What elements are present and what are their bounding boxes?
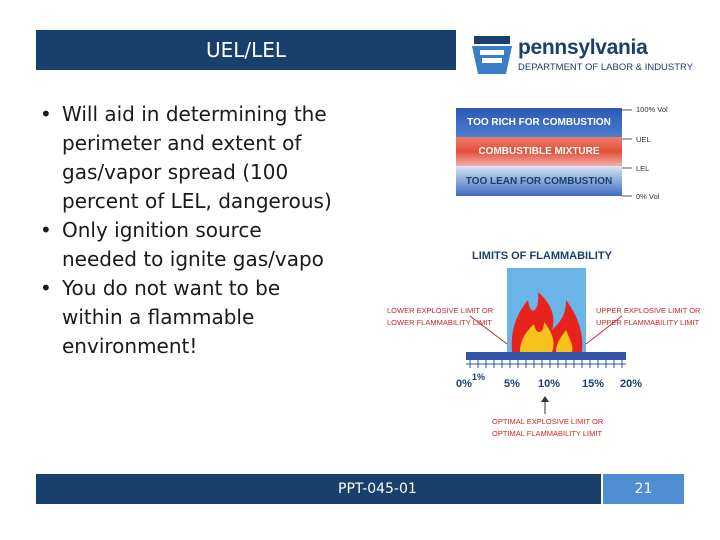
footer-bar [36,474,601,504]
bullet-text: You do not want to be within a flammable environment! [62,276,281,358]
band-too-lean-label: TOO LEAN FOR COMBUSTION [465,175,613,187]
optimal-label-line-1: OPTIMAL EXPLOSIVE LIMIT OR [492,417,604,426]
marker-0-vol: 0% Vol [636,192,660,201]
scale-0: 0% [456,378,472,390]
bullet-item: • You do not want to be within a flammable environment! [40,276,281,358]
logo-department: DEPARTMENT OF LABOR & INDUSTRY [518,62,694,73]
bullet-text: Will aid in determining the perimeter and extent of gas/vapor spread (100 percent of LEL, dangerous) [62,102,332,213]
bullet-item: • Only ignition source needed to ignite gas/vapo [40,218,324,271]
page-number-box [603,474,684,504]
slide-title: UEL/LEL [205,38,287,62]
lower-explosive-limit-label [387,305,493,329]
band-too-rich: TOO RICH FOR COMBUSTION [456,108,622,137]
scale-1: 1% [472,372,486,382]
scale-15: 15% [582,378,605,390]
marker-uel: UEL [636,135,651,144]
page-number: 21 [634,481,653,497]
bullet-item: • Will aid in determining the perimeter and extent of gas/vapor spread (100 percent of LEL, dangerous) [40,102,332,213]
upper-label-line-2: UPPER FLAMMABILITY LIMIT [596,318,700,327]
band-combustible-mixture: COMBUSTIBLE MIXTURE [456,137,622,166]
optimal-explosive-limit-label [492,416,603,440]
scale-10: 10% [538,378,561,390]
lower-label-line-2: LOWER FLAMMABILITY LIMIT [387,318,492,327]
marker-lel: LEL [636,164,650,173]
optimal-label-line-2: OPTIMAL FLAMMABILITY LIMIT [492,429,603,438]
upper-label-line-1: UPPER EXPLOSIVE LIMIT OR [596,306,701,315]
footer-code: PPT-045-01 [338,481,417,497]
lower-label-line-1: LOWER EXPLOSIVE LIMIT OR [387,306,494,315]
marker-100-vol: 100% Vol [636,105,668,114]
limits-of-flammability-title: LIMITS OF FLAMMABILITY [472,250,612,262]
scale-20: 20% [620,378,643,390]
scale-5: 5% [504,378,520,390]
logo-wordmark: pennsylvania [518,36,648,59]
upper-explosive-limit-label [596,305,700,329]
bullet-text: Only ignition source needed to ignite gas/vapo [62,218,324,271]
